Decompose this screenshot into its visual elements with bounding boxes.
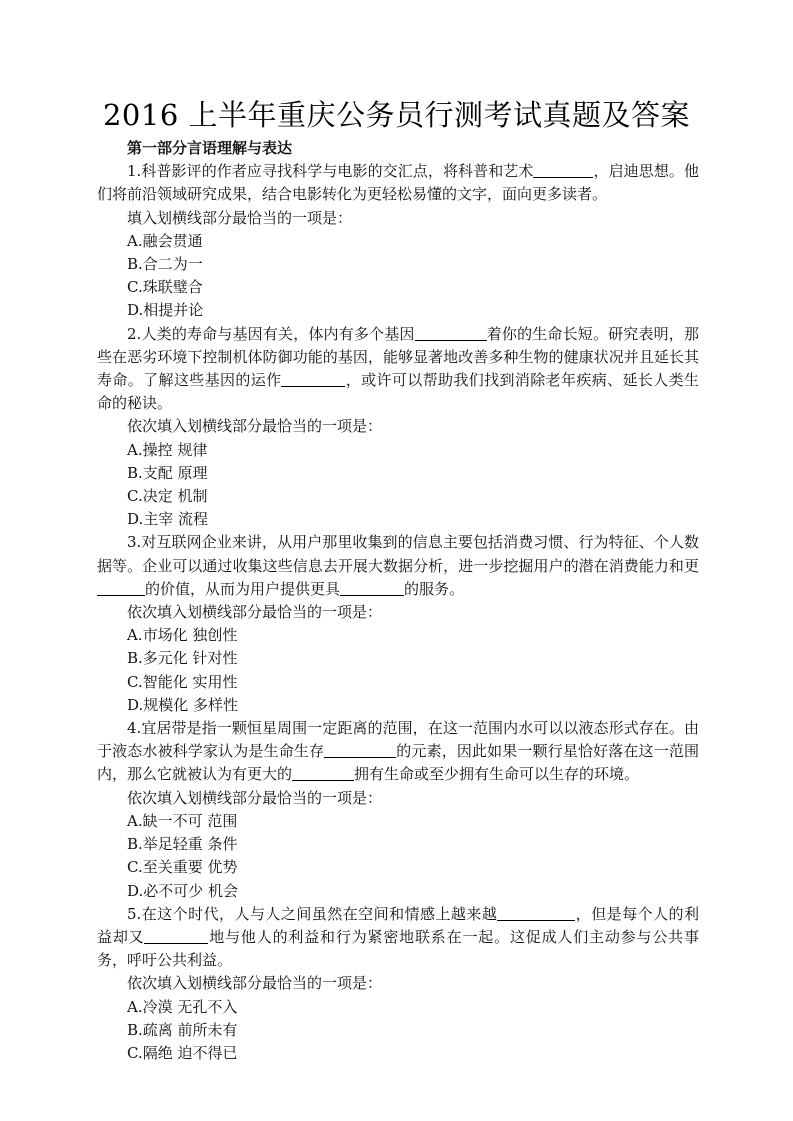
question-5-option-b: B.疏离 前所未有 xyxy=(127,1020,238,1039)
question-4-option-b: B.举足轻重 条件 xyxy=(127,835,238,854)
question-3-option-c: C.智能化 实用性 xyxy=(127,672,238,691)
question-4-option-a: A.缺一不可 范围 xyxy=(127,811,238,830)
question-5-option-a: A.冷漠 无孔不入 xyxy=(127,997,238,1016)
question-5-stem: 5.在这个时代，人与人之间虽然在空间和情感上越来越 ，但是每个人的利益却又 地与他人的利益和行为紧密地联系在一起。这促成人们主动参与公共事务，呼吁公共利益。 xyxy=(97,904,699,970)
document-title: 2016 上半年重庆公务员行测考试真题及答案 xyxy=(102,98,691,132)
answer-blank xyxy=(497,905,575,921)
answer-blank xyxy=(292,765,354,781)
question-3-option-b: B.多元化 针对性 xyxy=(127,649,238,668)
answer-blank xyxy=(97,580,145,596)
question-5-prompt: 依次填入划横线部分最恰当的一项是： xyxy=(127,974,383,993)
question-3-prompt: 依次填入划横线部分最恰当的一项是： xyxy=(127,603,383,622)
answer-blank xyxy=(340,580,404,596)
question-1-stem: 1.科普影评的作者应寻找科学与电影的交汇点，将科普和艺术 ，启迪思想。他们将前沿领域研究成果，结合电影转化为更轻松易懂的文字，面向更多读者。 xyxy=(97,162,699,204)
answer-blank xyxy=(144,928,208,944)
answer-blank xyxy=(281,371,345,387)
question-1-prompt: 填入划横线部分最恰当的一项是： xyxy=(127,208,353,227)
question-2-stem: 2.人类的寿命与基因有关，体内有多个基因 着你的生命长短。研究表明，那些在恶劣环境下控制机体防御功能的基因，能够显著地改善多种生物的健康状况并且延长其寿命。了解这些基因的运作 ，或许可以帮助我们找到消除老年疾病、延长人类生命的秘诀。 xyxy=(97,324,699,413)
question-4-option-c: C.至关重要 优势 xyxy=(127,858,238,877)
question-3-stem: 3.对互联网企业来讲，从用户那里收集到的信息主要包括消费习惯、行为特征、个人数据等。企业可以通过收集这些信息去开展大数据分析，进一步挖掘用户的潜在消费能力和更的价值，从而为用户提供更具 的服务。 xyxy=(97,533,699,598)
answer-blank xyxy=(533,162,593,178)
document-body xyxy=(97,137,699,1065)
answer-blank xyxy=(324,742,396,758)
answer-blank xyxy=(415,325,487,341)
question-1-option-d: D.相提并论 xyxy=(127,301,204,320)
question-1-option-b: B.合二为一 xyxy=(127,255,203,274)
question-4-option-d: D.必不可少 机会 xyxy=(127,881,239,900)
question-2-prompt: 依次填入划横线部分最恰当的一项是： xyxy=(127,417,383,436)
question-1-option-c: C.珠联璧合 xyxy=(127,278,203,297)
question-4-stem: 4.宜居带是指一颗恒星周围一定距离的范围，在这一范围内水可以以液态形式存在。由于液态水被科学家认为是生命生存 的元素，因此如果一颗行星恰好落在这一范围内，那么它就被认为有更大的 拥有生命或至少拥有生命可以生存的环境。 xyxy=(97,719,699,784)
question-2-option-b: B.支配 原理 xyxy=(127,463,208,482)
question-3-option-a: A.市场化 独创性 xyxy=(127,626,238,645)
question-4-prompt: 依次填入划横线部分最恰当的一项是： xyxy=(127,788,383,807)
question-1-option-a: A.融会贯通 xyxy=(127,231,203,250)
question-3-option-d: D.规模化 多样性 xyxy=(127,695,239,714)
question-2-option-c: C.决定 机制 xyxy=(127,487,208,506)
question-5-option-c: C.隔绝 迫不得已 xyxy=(127,1043,238,1062)
question-2-option-d: D.主宰 流程 xyxy=(127,510,209,529)
question-2-option-a: A.操控 规律 xyxy=(127,440,208,459)
section-title: 第一部分言语理解与表达 xyxy=(127,139,293,157)
